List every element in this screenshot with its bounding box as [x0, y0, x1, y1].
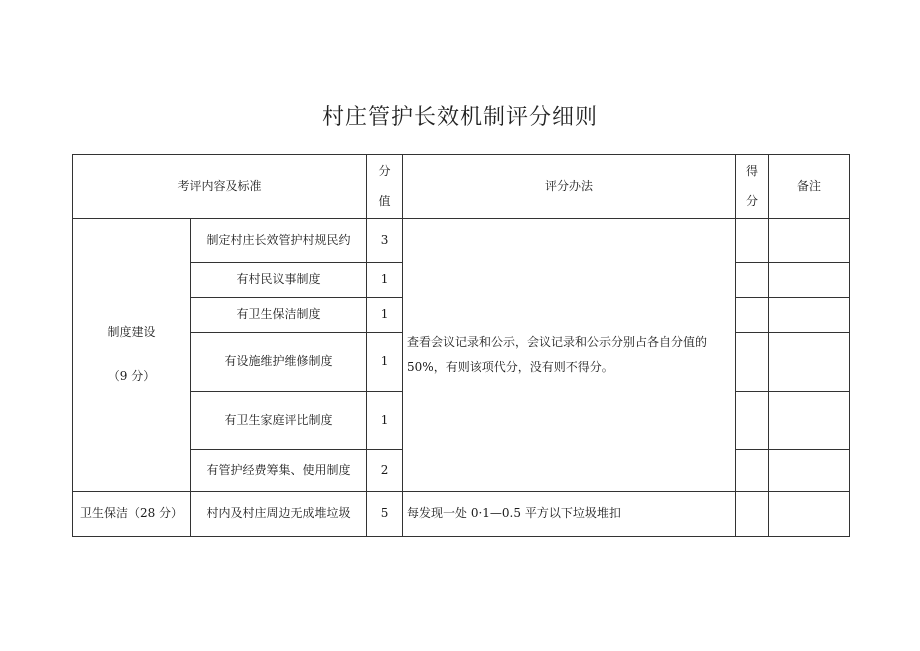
- item-score: 1: [367, 298, 403, 333]
- item-score: 1: [367, 263, 403, 298]
- category-points: （9 分）: [107, 369, 156, 383]
- header-method: 评分办法: [403, 155, 736, 219]
- item-score: 3: [367, 219, 403, 263]
- category-name: 制度建设: [107, 325, 156, 340]
- item-name: 村内及村庄周边无成堆垃圾: [191, 492, 367, 537]
- got-score-cell: [736, 333, 769, 392]
- remark-cell: [769, 333, 850, 392]
- item-name: 有村民议事制度: [191, 263, 367, 298]
- document-title: 村庄管护长效机制评分细则: [321, 105, 598, 130]
- remark-cell: [769, 298, 850, 333]
- table-row: [73, 219, 850, 263]
- item-score: 1: [367, 333, 403, 392]
- got-score-cell: [736, 219, 769, 263]
- item-name: 制定村庄长效管护村规民约: [191, 219, 367, 263]
- item-name: 有卫生家庭评比制度: [191, 392, 367, 450]
- category-cell: 卫生保洁（28 分）: [73, 492, 191, 537]
- scoring-table: [72, 154, 850, 537]
- remark-cell: [769, 450, 850, 492]
- got-score-cell: [736, 263, 769, 298]
- table-row: [73, 492, 850, 537]
- remark-cell: [769, 263, 850, 298]
- item-score: 5: [367, 492, 403, 537]
- header-content: 考评内容及标准: [73, 155, 367, 219]
- got-score-cell: [736, 392, 769, 450]
- item-score: 2: [367, 450, 403, 492]
- got-score-cell: [736, 298, 769, 333]
- header-got-score: [736, 155, 769, 219]
- item-score: 1: [367, 392, 403, 450]
- header-got-line2: 分: [746, 193, 759, 208]
- got-score-cell: [736, 492, 769, 537]
- header-score-line1: 分: [378, 163, 391, 178]
- header-score-line2: 值: [378, 193, 391, 208]
- item-name: 有卫生保洁制度: [191, 298, 367, 333]
- header-got-line1: 得: [746, 163, 759, 178]
- item-name: 有设施维护维修制度: [191, 333, 367, 392]
- remark-cell: [769, 392, 850, 450]
- item-name: 有管护经费筹集、使用制度: [191, 450, 367, 492]
- got-score-cell: [736, 450, 769, 492]
- header-row: [73, 155, 850, 219]
- header-remark: 备注: [769, 155, 850, 219]
- method-cell: 查看会议记录和公示，会议记录和公示分别占各自分值的 50%，有则该项代分，没有则不得分。: [403, 219, 736, 492]
- header-score: [367, 155, 403, 219]
- remark-cell: [769, 219, 850, 263]
- method-cell: 每发现一处 0·1—0.5 平方以下垃圾堆扣: [403, 492, 736, 537]
- remark-cell: [769, 492, 850, 537]
- category-cell: [73, 219, 191, 492]
